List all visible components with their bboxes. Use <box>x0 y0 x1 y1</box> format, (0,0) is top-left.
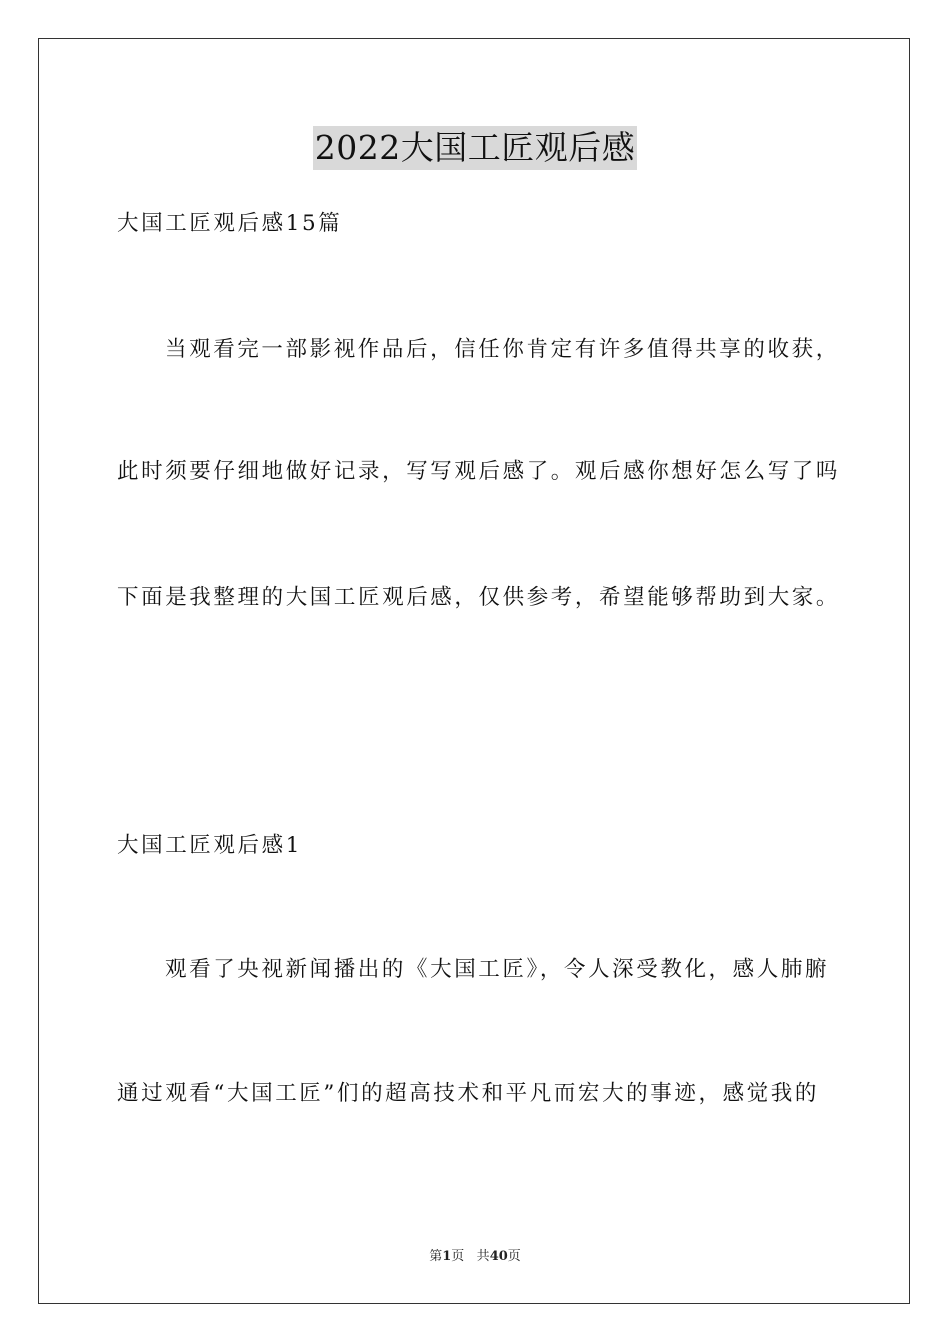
section-line-1: 观看了央视新闻播出的《大国工匠》，令人深受教化，感人肺腑 <box>165 957 830 982</box>
footer-page-number: 1 <box>442 1249 452 1264</box>
footer-page-prefix: 第 <box>429 1249 443 1264</box>
footer-total-pages: 40 <box>489 1249 508 1264</box>
document-subtitle: 大国工匠观后感15篇 <box>117 211 343 236</box>
footer-total-prefix: 共 <box>476 1249 490 1264</box>
section-line-2: 通过观看“大国工匠”们的超高技术和平凡而宏大的事迹，感觉我的 <box>117 1081 819 1106</box>
document-title: 2022大国工匠观后感 <box>313 126 637 170</box>
section-heading: 大国工匠观后感1 <box>117 833 302 858</box>
page-footer <box>0 1248 950 1266</box>
intro-line-3: 下面是我整理的大国工匠观后感，仅供参考，希望能够帮助到大家。 <box>117 585 841 610</box>
intro-line-1: 当观看完一部影视作品后，信任你肯定有许多值得共享的收获， <box>165 337 840 362</box>
intro-line-2: 此时须要仔细地做好记录，写写观后感了。观后感你想好怎么写了吗 <box>117 459 841 484</box>
footer-page-suffix: 页 <box>451 1249 465 1264</box>
footer-total-suffix: 页 <box>507 1249 521 1264</box>
title-container <box>0 126 950 170</box>
